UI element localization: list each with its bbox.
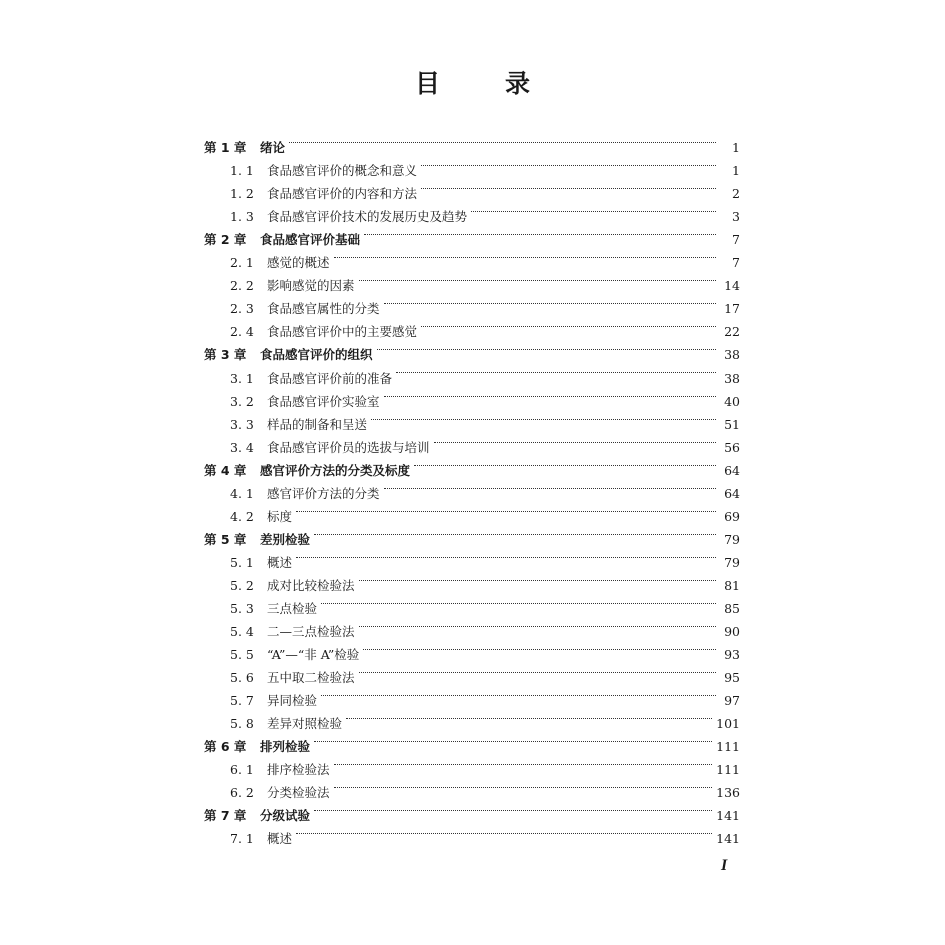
toc-entry-page: 79 bbox=[724, 531, 740, 547]
toc-entry-page: 85 bbox=[724, 600, 740, 616]
toc-entry-page: 2 bbox=[732, 186, 740, 202]
toc-entry-page: 90 bbox=[724, 624, 740, 640]
dot-leader bbox=[334, 244, 716, 267]
toc-entry-number: 第 3 章 bbox=[204, 347, 247, 363]
dot-leader bbox=[421, 175, 716, 198]
toc-entry-number: 3. 3 bbox=[230, 416, 254, 432]
dot-leader bbox=[314, 728, 712, 751]
toc-entry-title: 异同检验 bbox=[267, 693, 318, 709]
toc-entry-page: 3 bbox=[732, 209, 740, 225]
toc-entry-title: 五中取二检验法 bbox=[267, 670, 355, 686]
dot-leader bbox=[359, 613, 716, 636]
toc-entry-page: 7 bbox=[732, 255, 740, 271]
toc-entry-page: 7 bbox=[732, 232, 740, 248]
toc-entry-number: 4. 1 bbox=[230, 485, 254, 501]
toc-entry-title: 标度 bbox=[267, 508, 293, 524]
toc-entry-number: 2. 3 bbox=[230, 301, 254, 317]
toc-entry-page: 136 bbox=[716, 785, 740, 801]
toc-entry-title: 食品感官评价前的准备 bbox=[267, 370, 393, 386]
toc-entry-number: 5. 5 bbox=[230, 647, 254, 663]
toc-entry-number: 1. 3 bbox=[230, 209, 254, 225]
toc-entry-number: 6. 1 bbox=[230, 762, 254, 778]
dot-leader bbox=[359, 267, 716, 290]
toc-entry-page: 14 bbox=[724, 278, 740, 294]
dot-leader bbox=[384, 290, 716, 313]
toc-entry-number: 5. 2 bbox=[230, 577, 254, 593]
dot-leader bbox=[334, 751, 713, 774]
toc-entry-title: 食品感官评价技术的发展历史及趋势 bbox=[267, 209, 468, 225]
toc-entry-page: 93 bbox=[724, 647, 740, 663]
toc-entry-number: 第 6 章 bbox=[204, 739, 247, 755]
toc-entry-page: 1 bbox=[732, 163, 740, 179]
toc-entry-number: 3. 2 bbox=[230, 393, 254, 409]
toc-entry-number: 5. 6 bbox=[230, 670, 254, 686]
toc-entry-title: 样品的制备和呈送 bbox=[267, 416, 368, 432]
toc-entry-number: 1. 2 bbox=[230, 186, 254, 202]
toc-entry-number: 5. 8 bbox=[230, 716, 254, 732]
toc-chapter-row bbox=[204, 129, 740, 156]
dot-leader bbox=[414, 452, 716, 475]
toc-entry-number: 6. 2 bbox=[230, 785, 254, 801]
toc-entry-page: 51 bbox=[724, 416, 740, 432]
toc-entry-page: 111 bbox=[716, 739, 740, 755]
dot-leader bbox=[314, 521, 716, 544]
toc-entry-title: 绪论 bbox=[260, 140, 286, 156]
dot-leader bbox=[321, 682, 716, 705]
table-of-contents bbox=[204, 129, 740, 847]
dot-leader bbox=[296, 820, 712, 843]
toc-entry-page: 69 bbox=[724, 508, 740, 524]
dot-leader bbox=[296, 544, 716, 567]
toc-entry-page: 38 bbox=[724, 370, 740, 386]
toc-entry-title: 分类检验法 bbox=[267, 785, 330, 801]
dot-leader bbox=[421, 313, 716, 336]
toc-entry-number: 7. 1 bbox=[230, 831, 254, 847]
dot-leader bbox=[377, 336, 716, 359]
toc-entry-number: 5. 3 bbox=[230, 600, 254, 616]
dot-leader bbox=[334, 774, 713, 797]
toc-entry-title: 食品感官评价中的主要感觉 bbox=[267, 324, 418, 340]
toc-entry-number: 3. 1 bbox=[230, 370, 254, 386]
toc-entry-title: 排列检验 bbox=[260, 739, 311, 755]
dot-leader bbox=[314, 797, 712, 820]
dot-leader bbox=[384, 475, 716, 498]
dot-leader bbox=[363, 636, 716, 659]
toc-entry-page: 56 bbox=[724, 439, 740, 455]
toc-entry-number: 2. 2 bbox=[230, 278, 254, 294]
toc-entry-title: 影响感觉的因素 bbox=[267, 278, 355, 294]
dot-leader bbox=[359, 659, 716, 682]
dot-leader bbox=[371, 406, 716, 429]
toc-entry-number: 2. 4 bbox=[230, 324, 254, 340]
toc-entry-number: 第 1 章 bbox=[204, 140, 247, 156]
dot-leader bbox=[396, 359, 716, 382]
toc-entry-number: 4. 2 bbox=[230, 508, 254, 524]
toc-entry-number: 第 2 章 bbox=[204, 232, 247, 248]
toc-entry-page: 101 bbox=[716, 716, 740, 732]
toc-entry-page: 79 bbox=[724, 554, 740, 570]
toc-entry-number: 5. 7 bbox=[230, 693, 254, 709]
toc-entry-page: 22 bbox=[724, 324, 740, 340]
toc-entry-number: 第 7 章 bbox=[204, 808, 247, 824]
dot-leader bbox=[289, 129, 716, 152]
dot-leader bbox=[321, 590, 716, 613]
toc-entry-title: 二—三点检验法 bbox=[267, 624, 355, 640]
dot-leader bbox=[471, 198, 716, 221]
dot-leader bbox=[296, 498, 716, 521]
dot-leader bbox=[384, 383, 716, 406]
toc-entry-title: 感官评价方法的分类 bbox=[267, 485, 380, 501]
toc-entry-title: 食品感官属性的分类 bbox=[267, 301, 380, 317]
toc-entry-title: 感官评价方法的分类及标度 bbox=[260, 462, 411, 478]
toc-entry-page: 141 bbox=[716, 831, 740, 847]
toc-entry-page: 95 bbox=[724, 670, 740, 686]
dot-leader bbox=[434, 429, 716, 452]
toc-entry-title: 三点检验 bbox=[267, 600, 318, 616]
toc-entry-page: 64 bbox=[724, 462, 740, 478]
toc-entry-number: 3. 4 bbox=[230, 439, 254, 455]
toc-entry-page: 97 bbox=[724, 693, 740, 709]
toc-entry-title: 感觉的概述 bbox=[267, 255, 330, 271]
dot-leader bbox=[421, 152, 716, 175]
toc-entry-number: 第 4 章 bbox=[204, 462, 247, 478]
toc-entry-page: 141 bbox=[716, 808, 740, 824]
dot-leader bbox=[364, 221, 716, 244]
toc-entry-title: “A”—“非 A”检验 bbox=[267, 647, 360, 663]
dot-leader bbox=[346, 705, 712, 728]
page-title: 目 录 bbox=[414, 69, 550, 98]
toc-entry-title: 食品感官评价的概念和意义 bbox=[267, 163, 418, 179]
toc-entry-title: 食品感官评价实验室 bbox=[267, 393, 380, 409]
toc-entry-number: 5. 1 bbox=[230, 554, 254, 570]
toc-entry-page: 40 bbox=[724, 393, 740, 409]
toc-entry-title: 食品感官评价员的选拔与培训 bbox=[267, 439, 430, 455]
toc-entry-title: 差异对照检验 bbox=[267, 716, 343, 732]
toc-entry-number: 5. 4 bbox=[230, 624, 254, 640]
toc-entry-number: 2. 1 bbox=[230, 255, 254, 271]
toc-entry-title: 食品感官评价的内容和方法 bbox=[267, 186, 418, 202]
toc-entry-title: 排序检验法 bbox=[267, 762, 330, 778]
toc-entry-page: 64 bbox=[724, 485, 740, 501]
page-folio: I bbox=[721, 857, 728, 874]
dot-leader bbox=[359, 567, 716, 590]
toc-entry-number: 1. 1 bbox=[230, 163, 254, 179]
toc-entry-page: 1 bbox=[732, 140, 740, 156]
toc-entry-page: 38 bbox=[724, 347, 740, 363]
toc-entry-title: 食品感官评价的组织 bbox=[260, 347, 373, 363]
toc-entry-page: 17 bbox=[724, 301, 740, 317]
toc-entry-number: 第 5 章 bbox=[204, 531, 247, 547]
toc-entry-page: 111 bbox=[716, 762, 740, 778]
toc-entry-title: 差别检验 bbox=[260, 531, 311, 547]
toc-entry-title: 分级试验 bbox=[260, 808, 311, 824]
toc-entry-page: 81 bbox=[724, 577, 740, 593]
toc-entry-title: 食品感官评价基础 bbox=[260, 232, 361, 248]
toc-entry-title: 成对比较检验法 bbox=[267, 577, 355, 593]
toc-entry-title: 概述 bbox=[267, 831, 293, 847]
toc-entry-title: 概述 bbox=[267, 554, 293, 570]
